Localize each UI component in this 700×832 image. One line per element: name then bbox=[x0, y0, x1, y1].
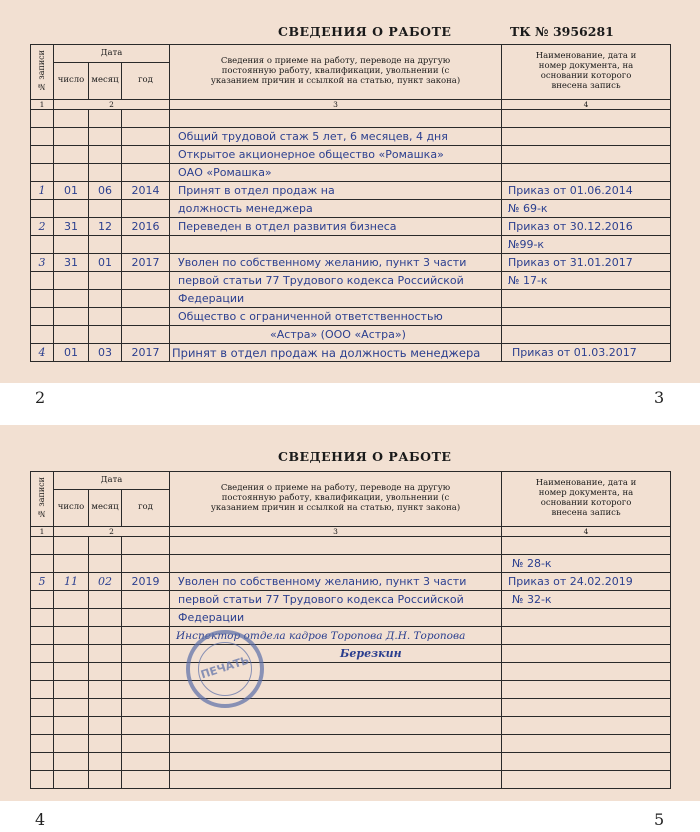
col-num-2: 2 bbox=[54, 100, 170, 110]
tk-number: ТК № 3956281 bbox=[510, 24, 614, 39]
col-num-4: 4 bbox=[502, 100, 671, 110]
table-row: 5 11 02 2019 Уволен по собственному желанию, пункт 3 части Приказ от 24.02.2019 bbox=[31, 573, 671, 591]
table-row: 4 01 03 2017 Принят в отдел продаж на должность менеджера Приказ от 01.03.2017 bbox=[31, 344, 671, 362]
table-row: должность менеджера № 69-к bbox=[31, 200, 671, 218]
col-num-3: 3 bbox=[170, 100, 502, 110]
table-row: Общество с ограниченной ответственностью bbox=[31, 308, 671, 326]
page-number-left: 2 bbox=[35, 388, 46, 407]
stamp-seal bbox=[186, 630, 264, 708]
table-row bbox=[31, 753, 671, 771]
col-doc: Наименование, дата и номер документа, на основании которого внесена запись bbox=[502, 45, 671, 100]
col-num-4: 4 bbox=[502, 527, 671, 537]
table-row bbox=[31, 681, 671, 699]
work-record-page-1 bbox=[0, 0, 700, 383]
col-date: Дата bbox=[54, 45, 170, 63]
table-row: 3 31 01 2017 Уволен по собственному желанию, пункт 3 части Приказ от 31.01.2017 bbox=[31, 254, 671, 272]
col-day: число bbox=[54, 63, 89, 100]
col-num-2: 2 bbox=[54, 527, 170, 537]
table-row: ОАО «Ромашка» bbox=[31, 164, 671, 182]
col-record-no: № записи bbox=[31, 472, 54, 527]
table-row bbox=[31, 663, 671, 681]
page-number-right: 5 bbox=[654, 810, 665, 829]
stamp-text: ПЕЧАТЬ bbox=[199, 653, 251, 682]
table-row: «Астра» (ООО «Астра») bbox=[31, 326, 671, 344]
signature: Березкин bbox=[170, 645, 502, 663]
col-day: число bbox=[54, 490, 89, 527]
col-num-3: 3 bbox=[170, 527, 502, 537]
col-info: Сведения о приеме на работу, переводе на другую постоянную работу, квалификации, увольнении (с указанием причин и ссылкой на статью, пункт закона) bbox=[170, 472, 502, 527]
table-row bbox=[31, 645, 671, 663]
table-row: первой статьи 77 Трудового кодекса Российской № 17-к bbox=[31, 272, 671, 290]
col-month: месяц bbox=[89, 63, 122, 100]
section-title: СВЕДЕНИЯ О РАБОТЕ bbox=[278, 24, 452, 39]
section-title: СВЕДЕНИЯ О РАБОТЕ bbox=[278, 449, 452, 464]
table-row bbox=[31, 771, 671, 789]
table-row: Общий трудовой стаж 5 лет, 6 месяцев, 4 дня bbox=[31, 128, 671, 146]
col-month: месяц bbox=[89, 490, 122, 527]
table-row: 1 01 06 2014 Принят в отдел продаж на Приказ от 01.06.2014 bbox=[31, 182, 671, 200]
records-table-1 bbox=[30, 44, 671, 362]
col-num-1: 1 bbox=[31, 100, 54, 110]
table-row bbox=[31, 717, 671, 735]
table-row: № 28-к bbox=[31, 555, 671, 573]
table-row: Федерации bbox=[31, 609, 671, 627]
work-record-page-2 bbox=[0, 425, 700, 801]
table-row: Открытое акционерное общество «Ромашка» bbox=[31, 146, 671, 164]
table-row bbox=[31, 735, 671, 753]
col-year: год bbox=[122, 63, 170, 100]
table-row: №99-к bbox=[31, 236, 671, 254]
inspector-signature: Инспектор отдела кадров Торопова Д.Н. Торопова bbox=[170, 627, 502, 645]
table-row: 2 31 12 2016 Переведен в отдел развития бизнеса Приказ от 30.12.2016 bbox=[31, 218, 671, 236]
page-number-left: 4 bbox=[35, 810, 46, 829]
table-row: Федерации bbox=[31, 290, 671, 308]
col-num-1: 1 bbox=[31, 527, 54, 537]
col-record-no: № записи bbox=[31, 45, 54, 100]
col-doc: Наименование, дата и номер документа, на основании которого внесена запись bbox=[502, 472, 671, 527]
table-row bbox=[31, 627, 671, 645]
col-date: Дата bbox=[54, 472, 170, 490]
table-row bbox=[31, 699, 671, 717]
col-info: Сведения о приеме на работу, переводе на другую постоянную работу, квалификации, увольнении (с указанием причин и ссылкой на статью, пункт закона) bbox=[170, 45, 502, 100]
records-table-2 bbox=[30, 471, 671, 789]
col-year: год bbox=[122, 490, 170, 527]
table-row: первой статьи 77 Трудового кодекса Российской № 32-к bbox=[31, 591, 671, 609]
page-number-right: 3 bbox=[654, 388, 665, 407]
